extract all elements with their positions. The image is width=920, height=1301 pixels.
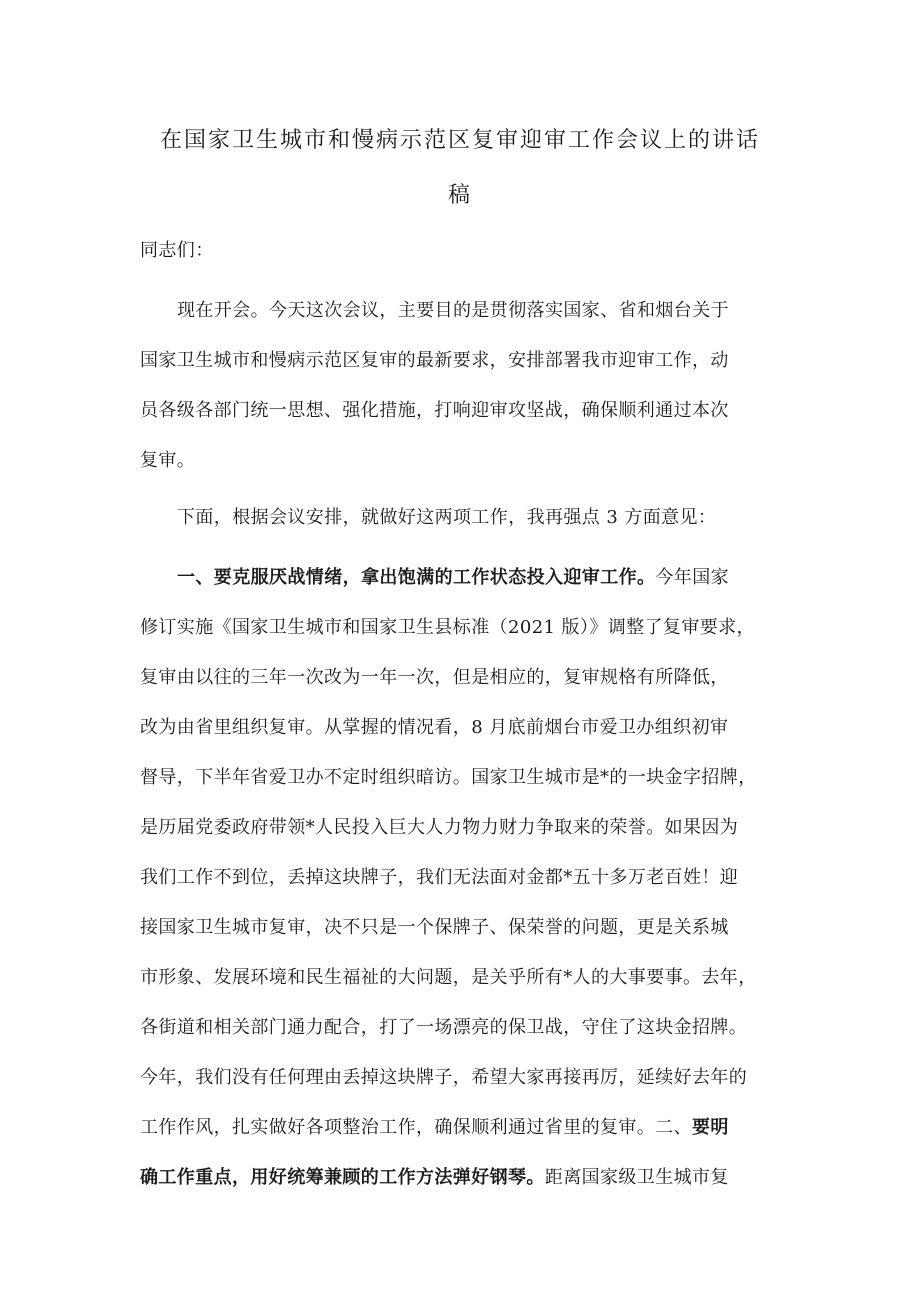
paragraph-3-text: 距离国家级卫生城市复 <box>544 1167 729 1188</box>
paragraph-3-line: 复审由以往的三年一次改为一年一次，但是相应的，复审规格有所降低， <box>140 667 729 688</box>
paragraph-3-line <box>140 1113 729 1139</box>
paragraph-1-line: 现在开会。今天这次会议，主要目的是贯彻落实国家、省和烟台关于 <box>177 300 729 321</box>
paragraph-1-line: 员各级各部门统一思想、强化措施，打响迎审攻坚战，确保顺利通过本次 <box>140 400 729 421</box>
document-title-line-2: 稿 <box>447 183 472 208</box>
paragraph-3-line: 修订实施《国家卫生城市和国家卫生县标准（2021 版）》调整了复审要求， <box>140 617 755 638</box>
paragraph-3-line: 改为由省里组织复审。从掌握的情况看，8 月底前烟台市爱卫办组织初审 <box>140 717 729 738</box>
paragraph-3-line: 接国家卫生城市复审，决不只是一个保牌子、保荣誉的问题，更是关系城 <box>140 917 729 938</box>
section-heading-2-end: 确工作重点，用好统筹兼顾的工作方法弹好钢琴。 <box>140 1167 545 1188</box>
paragraph-3-line: 我们工作不到位，丢掉这块牌子，我们无法面对金都*五十多万老百姓！迎 <box>140 867 739 888</box>
document-title-line-1: 在国家卫生城市和慢病示范区复审迎审工作会议上的讲话 <box>159 128 760 153</box>
section-heading-1: 一、要克服厌战情绪，拿出饱满的工作状态投入迎审工作。 <box>177 567 656 588</box>
section-heading-2-start: 要明 <box>692 1117 729 1138</box>
paragraph-3-line <box>177 563 729 589</box>
paragraph-3-text: 工作作风，扎实做好各项整治工作，确保顺利通过省里的复审。二、 <box>140 1117 692 1138</box>
salutation: 同志们： <box>140 240 214 261</box>
paragraph-3-text: 今年国家 <box>655 567 730 588</box>
paragraph-2: 下面，根据会议安排，就做好这两项工作，我再强点 3 方面意见： <box>177 507 717 528</box>
paragraph-3-line: 市形象、发展环境和民生福祉的大问题，是关乎所有*人的大事要事。去年， <box>140 967 757 988</box>
paragraph-1-line: 国家卫生城市和慢病示范区复审的最新要求，安排部署我市迎审工作，动 <box>140 350 729 371</box>
paragraph-1-line: 复审。 <box>140 450 196 471</box>
paragraph-3-line: 是历届党委政府带领*人民投入巨大人力物力财力争取来的荣誉。如果因为 <box>140 817 739 838</box>
paragraph-3-line <box>140 1163 729 1189</box>
paragraph-3-line: 督导，下半年省爱卫办不定时组织暗访。国家卫生城市是*的一块金字招牌， <box>140 767 757 788</box>
paragraph-3-line: 今年，我们没有任何理由丢掉这块牌子，希望大家再接再厉，延续好去年的 <box>140 1067 748 1088</box>
paragraph-3-line: 各街道和相关部门通力配合，打了一场漂亮的保卫战，守住了这块金招牌。 <box>140 1017 748 1038</box>
